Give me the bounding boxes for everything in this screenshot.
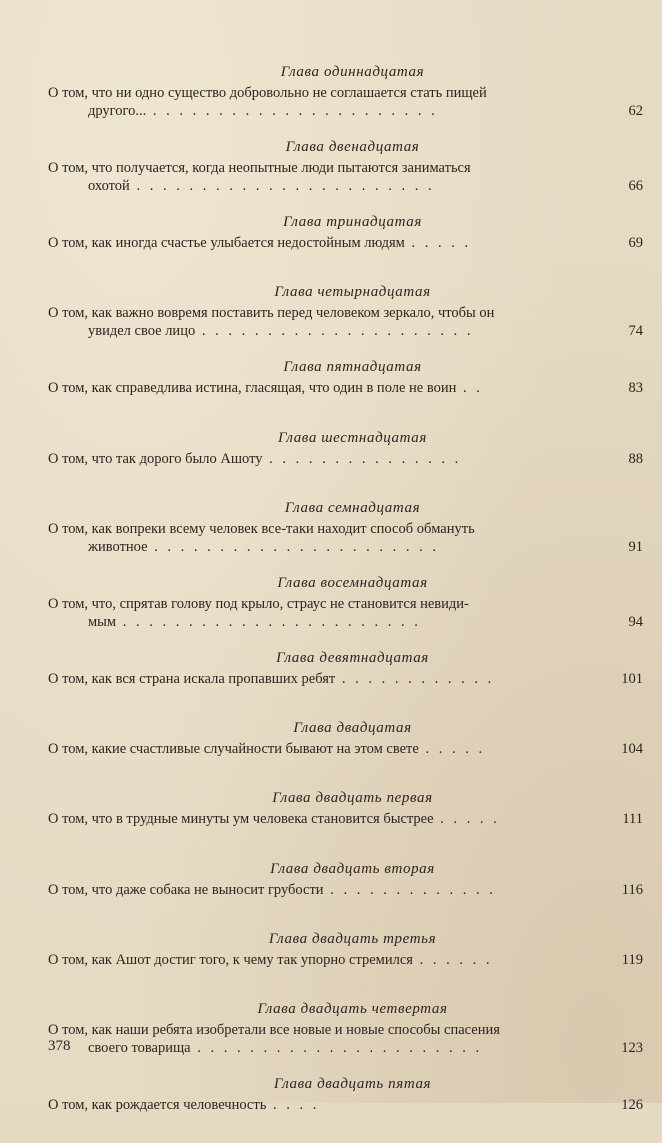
dot-leader: . . . . . . . . . . . . . . . . . . . . . .: [146, 103, 438, 119]
toc-entry: [48, 355, 643, 425]
entry-title-continued: другого...: [88, 103, 147, 119]
chapter-heading: Глава двадцать первая: [272, 790, 433, 807]
page-number: 88: [628, 450, 643, 467]
entry-title: О том, что даже собака не выносит грубости: [48, 881, 324, 898]
toc-entry: [48, 280, 643, 355]
page-number: 66: [628, 178, 643, 194]
table-of-contents: [48, 60, 643, 1143]
entry-title: О том, как важно вовремя поставить перед человеком зеркало, чтобы он: [48, 305, 495, 322]
toc-line: [48, 450, 643, 468]
chapter-heading: Глава двадцать пятая: [273, 1076, 432, 1093]
toc-entry: [48, 927, 643, 997]
entry-title: О том, какие счастливые случайности бывают на этом свете: [48, 741, 419, 758]
page-number: 119: [621, 952, 643, 969]
toc-line: [48, 84, 643, 120]
toc-line: [48, 951, 643, 969]
dot-leader: . . . . .: [404, 235, 472, 251]
toc-entry: [48, 496, 643, 571]
toc-entry: [48, 716, 643, 786]
entry-title: О том, как иногда счастье улыбается недостойным людям: [48, 235, 405, 251]
entry-title-continued: животное: [88, 538, 148, 555]
page-number: 69: [628, 235, 643, 251]
entry-title: О том, как вопреки всему человек все-таки находит способ обмануть: [48, 520, 475, 537]
chapter-heading: Глава двенадцатая: [285, 139, 420, 155]
chapter-heading: Глава девятнадцатая: [276, 649, 429, 666]
dot-leader: . . . .: [266, 1097, 320, 1114]
dot-leader: . . . . . . . . . . . . . . . . . . . . . . .: [116, 613, 421, 630]
toc-entry: [48, 1072, 643, 1142]
chapter-heading: Глава тринадцатая: [283, 214, 422, 230]
chapter-heading: Глава двадцать вторая: [270, 860, 435, 877]
entry-title-continued: увидел свое лицо: [88, 323, 196, 340]
entry-title: О том, как рождается человечность: [48, 1097, 267, 1114]
entry-title: О том, что ни одно существо добровольно не соглашается стать пищей: [48, 85, 487, 101]
toc-entry: [48, 210, 643, 280]
toc-line: [48, 881, 643, 899]
page-number: 62: [628, 103, 643, 119]
toc-entry: [48, 997, 643, 1072]
dot-leader: . . . . . . . . . . . . . . . . . . . . . .: [190, 1040, 483, 1057]
toc-line: [48, 304, 643, 340]
page-number: 83: [628, 380, 643, 397]
entry-title: О том, что, спрятав голову под крыло, страус не становится невиди-: [48, 595, 469, 612]
page-number: 91: [628, 538, 643, 555]
toc-line: [48, 234, 643, 252]
page-number: 126: [621, 1097, 643, 1114]
chapter-heading: Глава двадцатая: [293, 720, 412, 737]
dot-leader: . .: [456, 380, 483, 397]
page-number: 104: [621, 741, 643, 758]
entry-title-continued: своего товарища: [88, 1040, 191, 1057]
entry-title: О том, что так дорого было Ашоту: [48, 450, 263, 467]
toc-line: [48, 1021, 643, 1057]
page-number: 123: [621, 1040, 643, 1057]
toc-line: [48, 379, 643, 397]
toc-line: [48, 670, 643, 688]
dot-leader: . . . . . . . . . . . . . . . . . . . . . .: [147, 538, 440, 555]
page-number: 116: [621, 881, 643, 898]
chapter-heading: Глава двадцать четвертая: [257, 1001, 448, 1018]
dot-leader: . . . . .: [418, 741, 486, 758]
toc-line: [48, 810, 643, 828]
page-number: 94: [628, 613, 643, 630]
chapter-heading: Глава шестнадцатая: [278, 429, 427, 446]
entry-title: О том, как справедлива истина, гласящая, что один в поле не воин: [48, 380, 457, 397]
toc-line: [48, 740, 643, 758]
toc-entry: [48, 135, 643, 210]
chapter-heading: Глава двадцать третья: [268, 931, 437, 948]
toc-entry: [48, 571, 643, 646]
chapter-heading: Глава одиннадцатая: [280, 64, 425, 80]
page-number: 111: [622, 811, 643, 828]
toc-line: [48, 1096, 643, 1114]
entry-title: О том, что в трудные минуты ум человека становится быстрее: [48, 811, 434, 828]
toc-entry: [48, 646, 643, 716]
toc-entry: [48, 426, 643, 496]
toc-line: [48, 595, 643, 631]
entry-title-continued: мым: [88, 613, 117, 630]
page-number: 74: [628, 323, 643, 340]
page-number: 101: [621, 670, 643, 687]
dot-leader: . . . . . . . . . . . . .: [323, 881, 496, 898]
chapter-heading: Глава четырнадцатая: [274, 284, 431, 301]
toc-entry: [48, 857, 643, 927]
toc-line: [48, 159, 643, 195]
dot-leader: . . . . . . . . . . . . . . .: [262, 450, 462, 467]
chapter-heading: Глава пятнадцатая: [283, 359, 422, 376]
toc-entry: [48, 786, 643, 856]
entry-title-continued: охотой: [88, 178, 130, 194]
entry-title: О том, как Ашот достиг того, к чему так упорно стремился: [48, 952, 413, 969]
chapter-heading: Глава семнадцатая: [284, 499, 421, 516]
toc-entry: [48, 60, 643, 135]
dot-leader: . . . . .: [433, 811, 500, 828]
dot-leader: . . . . . .: [412, 952, 493, 969]
entry-title: О том, как вся страна искала пропавших ребят: [48, 670, 336, 687]
dot-leader: . . . . . . . . . . . . . . . . . . . . .: [195, 323, 474, 340]
dot-leader: . . . . . . . . . . . . . . . . . . . . . . .: [129, 178, 435, 194]
entry-title: О том, как наши ребята изобретали все новые и новые способы спасения: [48, 1022, 500, 1039]
chapter-heading: Глава восемнадцатая: [277, 574, 428, 591]
toc-line: [48, 520, 643, 556]
dot-leader: . . . . . . . . . . . .: [335, 670, 495, 687]
entry-title: О том, что получается, когда неопытные люди пытаются заниматься: [48, 160, 471, 176]
folio-page-number: 378: [48, 1038, 71, 1054]
